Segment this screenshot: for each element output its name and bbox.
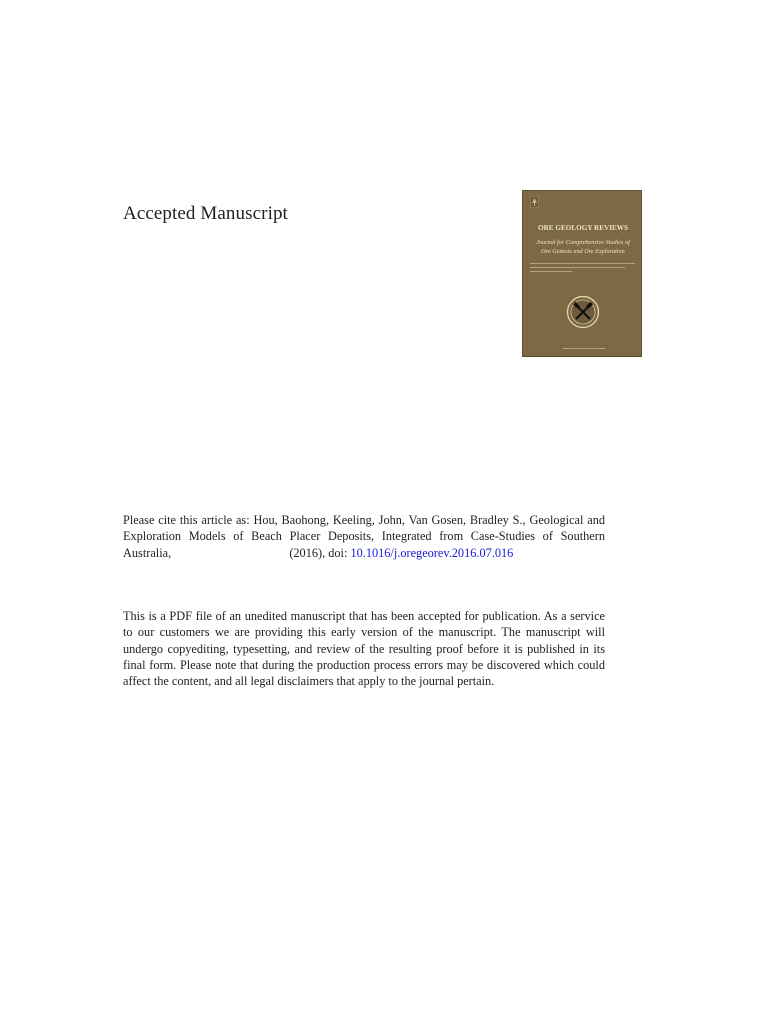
cover-subtitle-line-2: Ore Genesis and Ore Exploration — [541, 248, 625, 255]
cover-journal-title: ORE GEOLOGY REVIEWS — [538, 224, 628, 232]
citation-paragraph — [123, 512, 605, 561]
citation-doi-label: doi: — [328, 545, 348, 560]
publisher-tree-icon — [530, 196, 539, 208]
hammer-emblem-icon — [566, 295, 600, 329]
cover-footer-text — [563, 348, 605, 349]
page-heading: Accepted Manuscript — [123, 203, 288, 224]
citation-year: (2016), — [289, 545, 326, 560]
cover-fine-print — [530, 263, 635, 275]
journal-cover — [522, 190, 642, 357]
disclaimer-paragraph: This is a PDF file of an unedited manuscript that has been accepted for publication. As a service to our customers we are providing this early version of the manuscript. The manuscript will undergo copyediting, typesetting, and review of the resulting proof before it is published in its final form. Please note that during the production process errors may be discovered which could affect the content, and all legal disclaimers that apply to the journal pertain. — [123, 609, 605, 689]
doi-link[interactable]: 10.1016/j.oregeorev.2016.07.016 — [350, 545, 514, 560]
citation-text: Please cite this article as: Hou, Baohong, Keeling, John, Van Gosen, Bradley S., Geological and Exploration Models of Beach Placer Deposits, Integrated from Case-Studies of Southern Australia, — [123, 513, 605, 560]
cover-subtitle-line-1: Journal for Comprehensive Studies of — [536, 239, 630, 246]
